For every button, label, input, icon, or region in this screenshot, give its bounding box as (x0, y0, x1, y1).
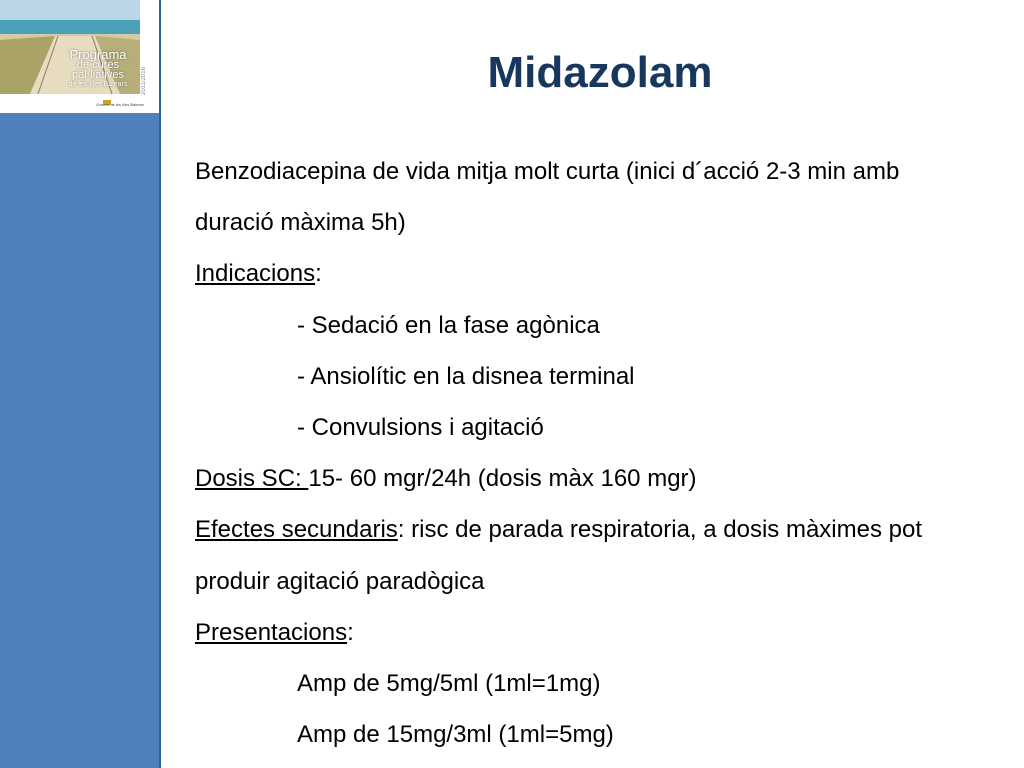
intro-line-1: Benzodiacepina de vida mitja molt curta (inici d´acció 2-3 min amb (195, 158, 900, 185)
indications-separator: : (315, 260, 322, 288)
logo-title (62, 47, 134, 90)
slide-title: Midazolam (487, 48, 713, 97)
dose-line (195, 453, 995, 504)
side-effects-label: Efectes secundaris (195, 516, 398, 544)
intro-line-2: duració màxima 5h) (195, 209, 406, 237)
logo-line-3: de les Illes Balears (68, 81, 128, 88)
sidebar-band (0, 113, 161, 768)
program-logo (0, 0, 159, 113)
presentations-label: Presentacions (195, 618, 348, 646)
sidebar-edge (159, 0, 161, 768)
indication-item: - Ansiolític en la disnea terminal (297, 362, 635, 390)
indication-item: - Convulsions i agitació (297, 414, 544, 442)
logo-line-2: de cures pal·liatives (72, 59, 124, 81)
presentation-item: Amp de 15mg/3ml (1ml=5mg) (297, 721, 614, 749)
dose-label: Dosis SC: (195, 465, 309, 493)
indication-item: - Sedació en la fase agònica (297, 311, 600, 339)
presentation-item: Amp de 5mg/5ml (1ml=1mg) (297, 670, 601, 698)
side-effects-line-1 (195, 504, 995, 555)
logo-government: Govern de les Illes Balears (96, 102, 144, 107)
side-effects-value: : risc de parada respiratoria, a dosis màximes pot (397, 516, 923, 544)
presentations-separator: : (347, 618, 354, 646)
side-effects-line-2: produir agitació paradògica (195, 567, 485, 595)
logo-line-1: Programa (69, 47, 127, 62)
indications-label: Indicacions (195, 260, 316, 288)
slide-body (195, 146, 995, 760)
presentations-heading (195, 607, 995, 658)
logo-year: 2011/2016 (141, 67, 147, 95)
indications-heading (195, 248, 995, 299)
dose-value: 15- 60 mgr/24h (dosis màx 160 mgr) (308, 465, 697, 493)
